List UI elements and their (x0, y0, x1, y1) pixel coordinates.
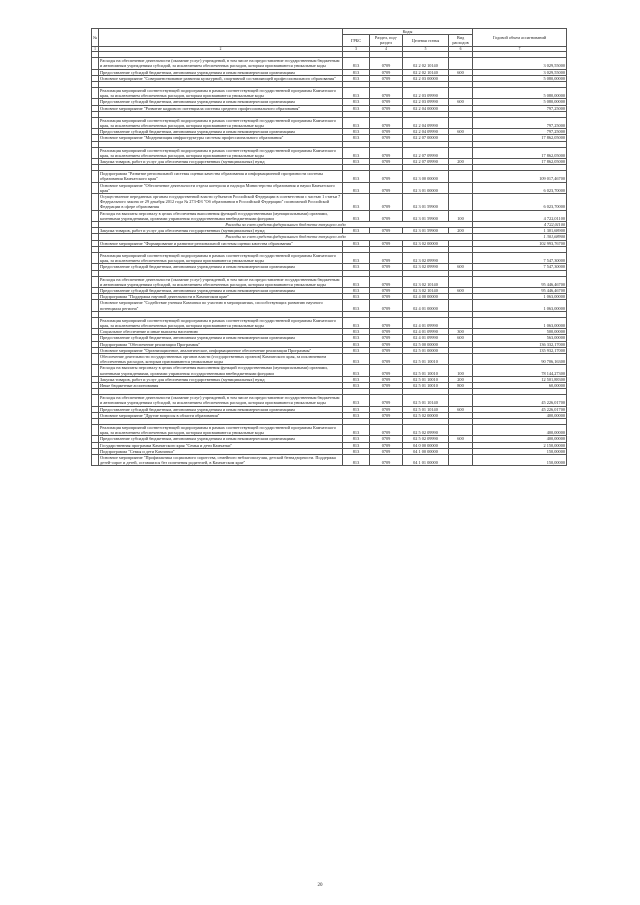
razdel-code: 0709 (370, 135, 403, 141)
table-row (92, 300, 567, 311)
item-name: Предоставление субсидий бюджетным, автономным учреждениям и иным некоммерческим организациям (99, 129, 343, 135)
razdel-code: 0709 (370, 424, 403, 435)
exptype-code (449, 276, 473, 287)
target-code: 02 5 01 10010 (403, 365, 449, 376)
table-row (92, 210, 567, 221)
razdel-code: 0709 (370, 228, 403, 234)
budget-document (91, 28, 566, 466)
annual-sum: 1 063,00000 (473, 317, 567, 328)
header-exptype: Вид расходов (449, 35, 473, 46)
item-name: Основное мероприятие "Модернизация инфраструктуры системы профессионального образования" (99, 135, 343, 141)
exptype-code: 600 (449, 436, 473, 442)
item-name: Социальное обеспечение и иные выплаты населению (99, 329, 343, 335)
target-code: 02 3 02 09990 (403, 264, 449, 270)
razdel-code: 0709 (370, 88, 403, 99)
grbs-code: 813 (343, 448, 370, 454)
item-name: Расходы на выплаты персоналу в целях обеспечения выполнения функций государственными (муниципальными) органами, казенными учреждениями, органами управления государственными внебюджетными фондами (99, 365, 343, 376)
item-name: Основное мероприятие "Развитие кадрового потенциала системы среднего профессионального образования" (99, 105, 343, 111)
target-code: 02 5 01 10010 (403, 353, 449, 364)
annual-sum: 1 063,00000 (473, 294, 567, 300)
annual-sum: 400,00000 (473, 424, 567, 435)
grbs-code: 813 (343, 382, 370, 388)
item-name: Основное мероприятие "Формирование и развитие региональной системы оценки качества образования" (99, 240, 343, 246)
grbs-code: 813 (343, 341, 370, 347)
header-codes: Коды (343, 29, 473, 35)
item-name: Предоставление субсидий бюджетным, автономным учреждениям и иным некоммерческим организациям (99, 436, 343, 442)
exptype-code: 600 (449, 99, 473, 105)
num-cell (92, 353, 99, 364)
annual-sum: 400,00000 (473, 436, 567, 442)
num-cell (92, 194, 99, 211)
subtotal-label: Расходы за счет средств федерального бюджета текущего года (99, 222, 473, 228)
item-name: Государственная программа Камчатского края "Семья и дети Камчатки" (99, 442, 343, 448)
grbs-code: 813 (343, 294, 370, 300)
exptype-code: 600 (449, 287, 473, 293)
table-header (92, 29, 567, 52)
target-code: 02 3 01 00000 (403, 182, 449, 193)
grbs-code: 813 (343, 287, 370, 293)
item-name: Расходы на обеспечение деятельности (оказание услуг) учреждений, в том числе на предоставление государственным бюджетным и автономным учреждениям субсидий, за исключением обеспеченных расходов, которым присваиваются уникальные коды (99, 58, 343, 69)
subtotal-sum: 4 722,01100 (473, 222, 567, 228)
column-number: 6 (449, 46, 473, 52)
item-name: Реализация мероприятий соответствующей подпрограммы в рамках соответствующей государственной программы Камчатского края, за исключением обеспеченных расходов, которым присваиваются уникальные коды (99, 88, 343, 99)
grbs-code: 813 (343, 182, 370, 193)
target-code: 02 5 02 09990 (403, 436, 449, 442)
table-row (92, 194, 567, 211)
table-row (92, 317, 567, 328)
razdel-code: 0709 (370, 252, 403, 263)
grbs-code: 813 (343, 395, 370, 406)
table-row (92, 88, 567, 99)
grbs-code: 813 (343, 58, 370, 69)
grbs-code: 813 (343, 412, 370, 418)
target-code: 02 2 07 00000 (403, 135, 449, 141)
razdel-code: 0709 (370, 329, 403, 335)
grbs-code: 813 (343, 147, 370, 158)
target-code: 02 4 01 09990 (403, 329, 449, 335)
target-code: 02 3 02 10140 (403, 287, 449, 293)
annual-sum: 797,25000 (473, 117, 567, 128)
grbs-code: 813 (343, 329, 370, 335)
num-cell (92, 424, 99, 435)
header-name (99, 29, 343, 47)
exptype-code (449, 194, 473, 211)
target-code: 02 5 01 10010 (403, 376, 449, 382)
table-row (92, 276, 567, 287)
item-name: Предоставление субсидий бюджетным, автономным учреждениям и иным некоммерческим организациям (99, 335, 343, 341)
table-row (92, 454, 567, 465)
target-code: 02 5 01 00000 (403, 347, 449, 353)
column-number: 3 (343, 46, 370, 52)
grbs-code: 813 (343, 442, 370, 448)
razdel-code: 0709 (370, 69, 403, 75)
annual-sum: 45 226,01700 (473, 406, 567, 412)
razdel-code: 0709 (370, 406, 403, 412)
annual-sum: 7 547,30000 (473, 252, 567, 263)
annual-sum: 5 080,00000 (473, 88, 567, 99)
item-name: Реализация мероприятий соответствующей подпрограммы в рамках соответствующей государственной программы Камчатского края, за исключением обеспеченных расходов, которым присваиваются уникальные коды (99, 317, 343, 328)
exptype-code (449, 88, 473, 99)
item-name: Реализация мероприятий соответствующей подпрограммы в рамках соответствующей государственной программы Камчатского края, за исключением обеспеченных расходов, которым присваиваются уникальные коды (99, 147, 343, 158)
grbs-code: 813 (343, 135, 370, 141)
razdel-code: 0709 (370, 347, 403, 353)
exptype-code: 300 (449, 329, 473, 335)
target-code: 02 5 02 09990 (403, 424, 449, 435)
num-cell (92, 210, 99, 221)
table-row (92, 58, 567, 69)
target-code: 04 0 00 00000 (403, 442, 449, 448)
table-row (92, 171, 567, 182)
razdel-code: 0709 (370, 117, 403, 128)
item-name: Реализация мероприятий соответствующей подпрограммы в рамках соответствующей государственной программы Камчатского края, за исключением обеспеченных расходов, которым присваиваются уникальные коды (99, 424, 343, 435)
column-number: 5 (403, 46, 449, 52)
exptype-code: 600 (449, 406, 473, 412)
razdel-code: 0709 (370, 287, 403, 293)
table-row (92, 395, 567, 406)
target-code: 02 3 01 59900 (403, 194, 449, 211)
grbs-code: 813 (343, 88, 370, 99)
target-code: 02 2 07 09990 (403, 147, 449, 158)
grbs-code: 813 (343, 75, 370, 81)
column-number: 2 (99, 46, 343, 52)
annual-sum: 5 080,00000 (473, 75, 567, 81)
target-code: 02 4 00 00000 (403, 294, 449, 300)
razdel-code: 0709 (370, 99, 403, 105)
table-row (92, 147, 567, 158)
target-code: 04 1 00 00000 (403, 448, 449, 454)
item-name: Расходы на обеспечение деятельности (оказание услуг) учреждений, в том числе на предоставление государственным бюджетным и автономным учреждениям субсидий, за исключением обеспеченных расходов, которым присваиваются уникальные коды (99, 276, 343, 287)
annual-sum: 95 446,46700 (473, 276, 567, 287)
exptype-code (449, 300, 473, 311)
header-target: Целевая статья (403, 35, 449, 46)
razdel-code: 0709 (370, 395, 403, 406)
item-name: Основное мероприятие "Содействие ученым Камчатки по участию в мероприятиях, способствующих развитию научного потенциала региона" (99, 300, 343, 311)
annual-sum: 17 862,05000 (473, 147, 567, 158)
exptype-code: 200 (449, 376, 473, 382)
razdel-code: 0709 (370, 436, 403, 442)
grbs-code: 813 (343, 353, 370, 364)
num-cell (92, 252, 99, 263)
item-name: Подпрограмма "Обеспечение реализации Программы" (99, 341, 343, 347)
annual-sum: 3 029,55000 (473, 69, 567, 75)
razdel-code: 0709 (370, 412, 403, 418)
exptype-code (449, 252, 473, 263)
razdel-code: 0709 (370, 171, 403, 182)
target-code: 02 3 02 09990 (403, 252, 449, 263)
num-cell (92, 395, 99, 406)
target-code: 02 2 03 09990 (403, 99, 449, 105)
item-name: Предоставление субсидий бюджетным, автономным учреждениям и иным некоммерческим организациям (99, 406, 343, 412)
annual-sum: 60,00000 (473, 382, 567, 388)
grbs-code: 813 (343, 335, 370, 341)
annual-sum: 135 932,17000 (473, 347, 567, 353)
razdel-code: 0709 (370, 382, 403, 388)
razdel-code: 0709 (370, 454, 403, 465)
item-name: Основное мероприятие "Другие вопросы в области образования" (99, 412, 343, 418)
exptype-code (449, 117, 473, 128)
grbs-code: 813 (343, 317, 370, 328)
grbs-code: 813 (343, 365, 370, 376)
annual-sum: 1 063,00000 (473, 300, 567, 311)
item-name: Подпрограмма "Развитие региональной системы оценки качества образования и информационной прозрачности системы образования Камчатского края" (99, 171, 343, 182)
grbs-code: 813 (343, 171, 370, 182)
target-code: 02 2 03 09990 (403, 88, 449, 99)
annual-sum: 797,25000 (473, 129, 567, 135)
item-name: Основное мероприятие "Обеспечение деятельности отдела контроля и надзора Министерства образования и науки Камчатского края" (99, 182, 343, 193)
item-name: Основное мероприятие "Профилактика социального сиротства, семейного неблагополучия, детской безнадзорности. Поддержка детей-сирот и детей, оставшихся без попечения родителей, в Камчатском крае" (99, 454, 343, 465)
target-code: 02 2 04 00000 (403, 105, 449, 111)
annual-sum: 7 547,30000 (473, 264, 567, 270)
num-cell (92, 147, 99, 158)
razdel-code: 0709 (370, 448, 403, 454)
grbs-code: 813 (343, 69, 370, 75)
annual-sum: 109 017,46700 (473, 171, 567, 182)
annual-sum: 1 301,68900 (473, 228, 567, 234)
grbs-code: 813 (343, 210, 370, 221)
grbs-code: 813 (343, 406, 370, 412)
target-code: 02 3 01 59900 (403, 210, 449, 221)
razdel-code: 0709 (370, 182, 403, 193)
annual-sum: 4 722,01100 (473, 210, 567, 221)
page-number: 20 (317, 883, 323, 888)
num-cell (92, 365, 99, 376)
header-num: № (92, 29, 99, 47)
table-body (92, 52, 567, 466)
target-code: 02 2 07 09990 (403, 159, 449, 165)
target-code: 02 5 01 10010 (403, 382, 449, 388)
annual-sum: 6 023,70000 (473, 194, 567, 211)
target-code: 02 3 02 00000 (403, 240, 449, 246)
annual-sum: 136 332,17000 (473, 341, 567, 347)
annual-sum: 102 993,76700 (473, 240, 567, 246)
razdel-code: 0709 (370, 300, 403, 311)
item-name: Предоставление субсидий бюджетным, автономным учреждениям и иным некоммерческим организациям (99, 264, 343, 270)
razdel-code: 0709 (370, 353, 403, 364)
annual-sum: 5 080,00000 (473, 99, 567, 105)
exptype-code: 600 (449, 129, 473, 135)
razdel-code: 0709 (370, 341, 403, 347)
razdel-code: 0709 (370, 240, 403, 246)
razdel-code: 0709 (370, 210, 403, 221)
target-code: 02 4 01 09990 (403, 317, 449, 328)
num-cell (92, 300, 99, 311)
annual-sum: 3 029,55000 (473, 58, 567, 69)
header-annual: Годовой объем ассигнований (473, 29, 567, 47)
grbs-code: 813 (343, 240, 370, 246)
grbs-code: 813 (343, 105, 370, 111)
grbs-code: 813 (343, 117, 370, 128)
grbs-code: 813 (343, 228, 370, 234)
exptype-code (449, 147, 473, 158)
table-row (92, 365, 567, 376)
exptype-code (449, 58, 473, 69)
exptype-code: 100 (449, 210, 473, 221)
razdel-code: 0709 (370, 335, 403, 341)
table-row (92, 353, 567, 364)
target-code: 02 3 01 59900 (403, 228, 449, 234)
exptype-code (449, 353, 473, 364)
target-code: 02 5 02 00000 (403, 412, 449, 418)
razdel-code: 0709 (370, 194, 403, 211)
grbs-code: 813 (343, 300, 370, 311)
annual-sum: 17 862,05000 (473, 159, 567, 165)
annual-sum: 500,00000 (473, 329, 567, 335)
exptype-code (449, 182, 473, 193)
item-name: Расходы на выплаты персоналу в целях обеспечения выполнения функций государственными (муниципальными) органами, казенными учреждениями, органами управления государственными внебюджетными фондами (99, 210, 343, 221)
num-cell (92, 88, 99, 99)
annual-sum: 6 023,70000 (473, 182, 567, 193)
exptype-code (449, 317, 473, 328)
item-name: Обеспечение деятельности государственных органов власти (государственных органов) Камчатского края, за исключением обеспеченных расходов, которым присваиваются уникальные коды (99, 353, 343, 364)
header-grbs: ГРБС (343, 35, 370, 46)
grbs-code: 813 (343, 252, 370, 263)
annual-sum: 95 446,46700 (473, 287, 567, 293)
exptype-code: 600 (449, 264, 473, 270)
razdel-code: 0709 (370, 75, 403, 81)
razdel-code: 0709 (370, 376, 403, 382)
item-name: Расходы на обеспечение деятельности (оказание услуг) учреждений, в том числе на предоставление государственным бюджетным и автономным учреждениям субсидий, за исключением обеспеченных расходов, которым присваиваются уникальные коды (99, 395, 343, 406)
grbs-code: 813 (343, 129, 370, 135)
target-code: 02 4 01 09990 (403, 335, 449, 341)
grbs-code: 813 (343, 276, 370, 287)
item-name: Реализация мероприятий соответствующей подпрограммы в рамках соответствующей государственной программы Камчатского края, за исключением обеспеченных расходов, которым присваиваются уникальные коды (99, 252, 343, 263)
target-code: 02 4 01 00000 (403, 300, 449, 311)
num-cell (92, 454, 99, 465)
exptype-code (449, 395, 473, 406)
grbs-code: 813 (343, 347, 370, 353)
razdel-code: 0709 (370, 159, 403, 165)
annual-sum: 78 144,27300 (473, 365, 567, 376)
exptype-code: 600 (449, 69, 473, 75)
razdel-code: 0709 (370, 442, 403, 448)
item-name: Основное мероприятие "Совершенствование развития культурной, спортивной составляющей профессионального образования" (99, 75, 343, 81)
target-code: 02 2 02 10140 (403, 58, 449, 69)
annual-sum: 12 501,88300 (473, 376, 567, 382)
num-cell (92, 117, 99, 128)
item-name: Подпрограмма "Поддержка научной деятельности в Камчатском крае" (99, 294, 343, 300)
target-code: 02 5 01 10140 (403, 406, 449, 412)
razdel-code: 0709 (370, 365, 403, 376)
target-code: 02 3 02 10140 (403, 276, 449, 287)
item-name: Закупка товаров, работ и услуг для обеспечения государственных (муниципальных) нужд (99, 228, 343, 234)
razdel-code: 0709 (370, 129, 403, 135)
target-code: 02 2 04 09990 (403, 129, 449, 135)
razdel-code: 0709 (370, 105, 403, 111)
target-code: 02 2 04 09990 (403, 117, 449, 128)
annual-sum: 17 862,05000 (473, 135, 567, 141)
annual-sum: 150,00000 (473, 448, 567, 454)
target-code: 02 5 00 00000 (403, 341, 449, 347)
target-code: 02 2 02 10140 (403, 69, 449, 75)
num-cell (92, 317, 99, 328)
razdel-code: 0709 (370, 276, 403, 287)
exptype-code (449, 454, 473, 465)
num-cell (92, 276, 99, 287)
item-name: Предоставление субсидий бюджетным, автономным учреждениям и иным некоммерческим организациям (99, 99, 343, 105)
column-number: 4 (370, 46, 403, 52)
column-number: 7 (473, 46, 567, 52)
target-code: 02 3 00 00000 (403, 171, 449, 182)
grbs-code: 813 (343, 454, 370, 465)
grbs-code: 813 (343, 99, 370, 105)
subtotal-label: Расходы за счет средств федерального бюджета текущего года (99, 234, 473, 240)
grbs-code: 813 (343, 194, 370, 211)
exptype-code: 200 (449, 228, 473, 234)
item-name: Иные бюджетные ассигнования (99, 382, 343, 388)
item-name: Осуществление переданных органам государственной власти субъектов Российской Федерации в соответствии с частью 1 статьи 7 Федерального закона от 29 декабря 2012 года № 273-ФЗ "Об образовании в Российской Федерации" полномочий Российской Федерации в сфере образования (99, 194, 343, 211)
target-code: 02 2 03 00000 (403, 75, 449, 81)
item-name: Предоставление субсидий бюджетным, автономным учреждениям и иным некоммерческим организациям (99, 287, 343, 293)
exptype-code: 100 (449, 365, 473, 376)
item-name: Закупка товаров, работ и услуг для обеспечения государственных (муниципальных) нужд (99, 159, 343, 165)
annual-sum: 2 150,00000 (473, 442, 567, 448)
column-number: 1 (92, 46, 99, 52)
grbs-code: 813 (343, 376, 370, 382)
table-row (92, 182, 567, 193)
table-row (92, 117, 567, 128)
annual-sum: 150,00000 (473, 454, 567, 465)
table-row (92, 252, 567, 263)
num-cell (92, 171, 99, 182)
exptype-code (449, 424, 473, 435)
subtotal-sum: 1 301,68900 (473, 234, 567, 240)
razdel-code: 0709 (370, 147, 403, 158)
razdel-code: 0709 (370, 58, 403, 69)
table-row (92, 424, 567, 435)
header-razdel: Раздел, под-раздел (370, 35, 403, 46)
item-name: Закупка товаров, работ и услуг для обеспечения государственных (муниципальных) нужд (99, 376, 343, 382)
budget-table (91, 28, 567, 466)
grbs-code: 813 (343, 159, 370, 165)
razdel-code: 0709 (370, 264, 403, 270)
num-cell (92, 182, 99, 193)
exptype-code (449, 171, 473, 182)
item-name: Подпрограмма "Семья и дети Камчатки" (99, 448, 343, 454)
item-name: Предоставление субсидий бюджетным, автономным учреждениям и иным некоммерческим организациям (99, 69, 343, 75)
exptype-code: 200 (449, 159, 473, 165)
razdel-code: 0709 (370, 317, 403, 328)
item-name: Основное мероприятие "Организационное, аналитическое, информационное обеспечение реализации Программы" (99, 347, 343, 353)
exptype-code: 800 (449, 382, 473, 388)
exptype-code: 600 (449, 335, 473, 341)
target-code: 02 5 01 10140 (403, 395, 449, 406)
target-code: 04 1 01 00000 (403, 454, 449, 465)
annual-sum: 400,00000 (473, 412, 567, 418)
annual-sum: 45 226,01700 (473, 395, 567, 406)
grbs-code: 813 (343, 424, 370, 435)
item-name: Реализация мероприятий соответствующей подпрограммы в рамках соответствующей государственной программы Камчатского края, за исключением обеспеченных расходов, которым присваиваются уникальные коды (99, 117, 343, 128)
annual-sum: 563,00000 (473, 335, 567, 341)
annual-sum: 90 706,16300 (473, 353, 567, 364)
grbs-code: 813 (343, 436, 370, 442)
annual-sum: 797,25000 (473, 105, 567, 111)
num-cell (92, 58, 99, 69)
grbs-code: 813 (343, 264, 370, 270)
razdel-code: 0709 (370, 294, 403, 300)
